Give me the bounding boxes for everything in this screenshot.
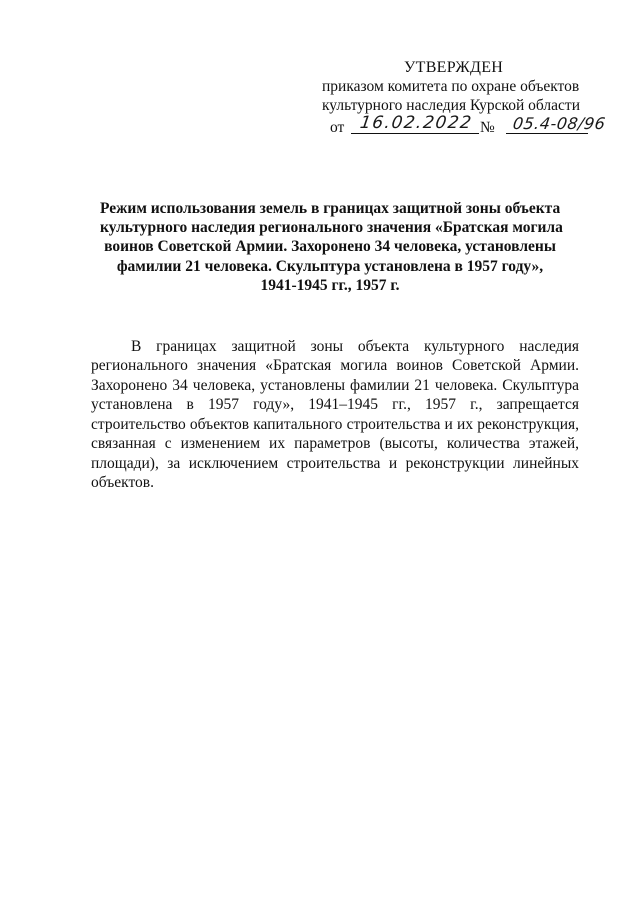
date-underline: [351, 133, 479, 134]
date-label: от: [330, 119, 345, 136]
approval-stamp-block: [322, 58, 607, 138]
handwritten-date: 16.02.2022: [358, 113, 474, 133]
approval-heading: УТВЕРЖДЕН: [404, 59, 504, 76]
approval-line-2: культурного наследия Курской области: [322, 97, 580, 114]
title-line: Режим использования земель в границах защитной зоны объекта: [100, 200, 561, 217]
number-label: №: [480, 119, 495, 136]
approval-date-number-row: [330, 113, 607, 138]
number-underline: [506, 133, 588, 134]
title-line: культурного наследия регионального значения «Братская могила: [100, 219, 563, 237]
title-line: воинов Советской Армии. Захоронено 34 человека, установлены: [104, 238, 556, 256]
approval-line-1: приказом комитета по охране объектов: [322, 78, 580, 95]
handwritten-number: 05.4-08/96: [511, 114, 607, 133]
title-line: 1941-1945 гг., 1957 г.: [260, 276, 400, 294]
title-line: фамилии 21 человека. Скульптура установлена в 1957 году»,: [116, 257, 544, 275]
body-paragraph: В границах защитной зоны объекта культурного наследия регионального значения «Братская могила воинов Советской Армии. Захоронено 34 человека, установлены фамилии 21 человека. Скульптура установлена в 1957 году», 1941–1945 гг., 1957 г., запрещается строительство объектов капитального строительства и их реконструкция, связанная с изменением их параметров (высоты, количества этажей, площади), за исключением строительства и реконструкции линейных объектов.: [91, 337, 579, 491]
document-title: [100, 199, 563, 295]
